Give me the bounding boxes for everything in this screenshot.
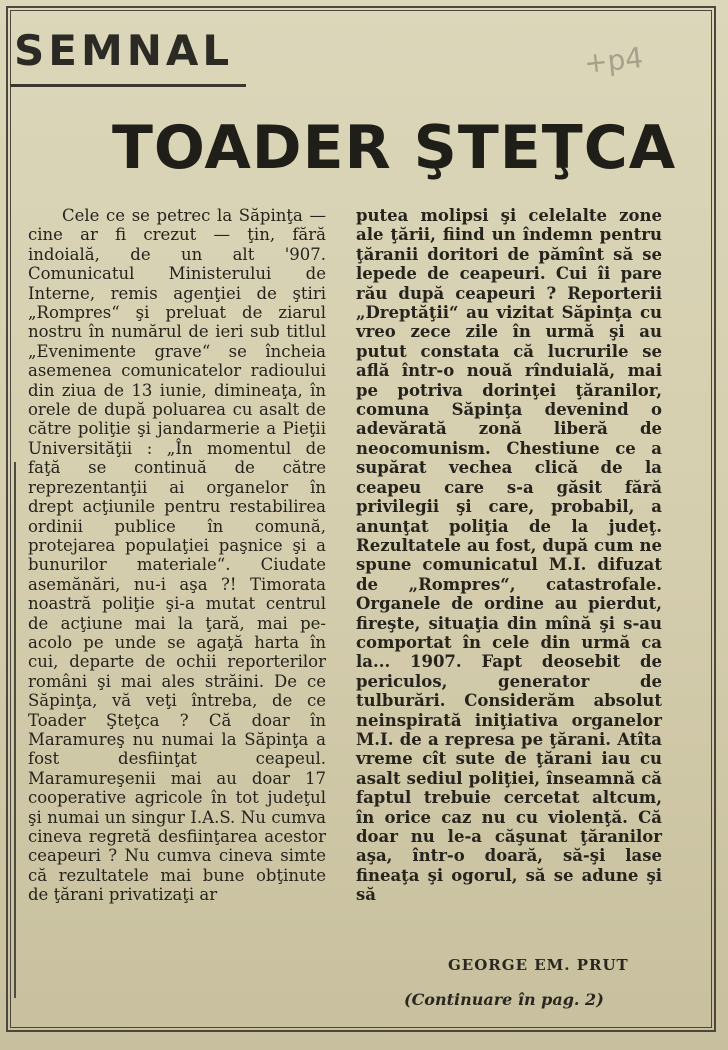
section-rubric: SEMNAL (14, 26, 234, 75)
article-headline: TOADER ŞTEŢCA (112, 113, 677, 183)
continuation-note: (Continuare în pag. 2) (404, 990, 604, 1009)
article-column-right: putea molipsi şi celelalte zone ale ţării, fiind un îndemn pentru ţăranii doritori de pămînt să se lepede de ceapeuri. Cui îi pare rău după ceapeuri ? Reporterii „Dreptăţii“ au vizitat Săpinţa cu vreo zece zile în urmă şi au putut constata că lucrurile se află într-o nouă rînduială, mai pe potriva dorinţei ţăranilor, comuna Săpinţa devenind o adevărată zonă liberă de neocomunism. Chestiune ce a supărat vechea clică de la ceapeu care s-a găsit fără privilegii şi care, probabil, a anunţat poliţia de la judeţ. Rezultatele au fost, după cum ne spune comunicatul M.I. difuzat de „Rompres“, catastrofale. Organele de ordine au pierdut, fireşte, situaţia din mînă şi s-au comportat în cele din urmă ca la... 1907. Fapt deosebit de periculos, generator de tulburări. Considerăm absolut neinspirată iniţiativa organelor M.I. de a represa pe ţărani. Atîta vreme cît sute de ţărani iau cu asalt sediul poliţiei, înseamnă că faptul trebuie cercetat altcum, în orice caz nu cu violenţă. Că doar nu le-a căşunat ţăranilor aşa, într-o doară, să-şi lase fineaţa şi ogorul, să se adune şi să (356, 206, 662, 905)
article-column-left: Cele ce se petrec la Săpinţa — cine ar fi crezut — ţin, fără indoială, de un alt '907. Comunicatul Ministerului de Interne, remis agenţiei de ştiri „Rompres“ şi preluat de ziarul nostru în numărul de ieri sub titlul „Evenimente grave“ se încheia asemenea comunicatelor radioului din ziua de 13 iunie, dimineaţa, în orele de după poluarea cu asalt de către poliţie şi jandarmerie a Pieţii Universităţii : „În momentul de faţă se continuă de către reprezentanţii ai organelor în drept acţiunile pentru restabilirea ordinii publice în comună, protejarea populaţiei paşnice şi a bunurilor materiale“. Ciudate asemănări, nu-i aşa ?! Timorata noastră poliţie şi-a mutat centrul de acţiune mai la ţară, mai pe-acolo pe unde se agaţă harta în cui, departe de ochii reporterilor români şi mai ales străini. De ce Săpinţa, vă veţi întreba, de ce Toader Şteţca ? Că doar în Maramureş nu numai la Săpinţa a fost desfiinţat ceapeul. Maramureşenii mai au doar 17 cooperative agricole în tot judeţul şi numai un singur I.A.S. Nu cumva cineva regretă desfiinţarea acestor ceapeuri ? Nu cumva cineva simte că rezultatele mai bune obţinute de ţărani privatizaţi ar (28, 206, 326, 905)
handwritten-page-note: +p4 (582, 41, 645, 80)
rubric-underline (10, 84, 246, 87)
author-byline: GEORGE EM. PRUT (448, 956, 629, 974)
margin-marking (14, 462, 16, 998)
